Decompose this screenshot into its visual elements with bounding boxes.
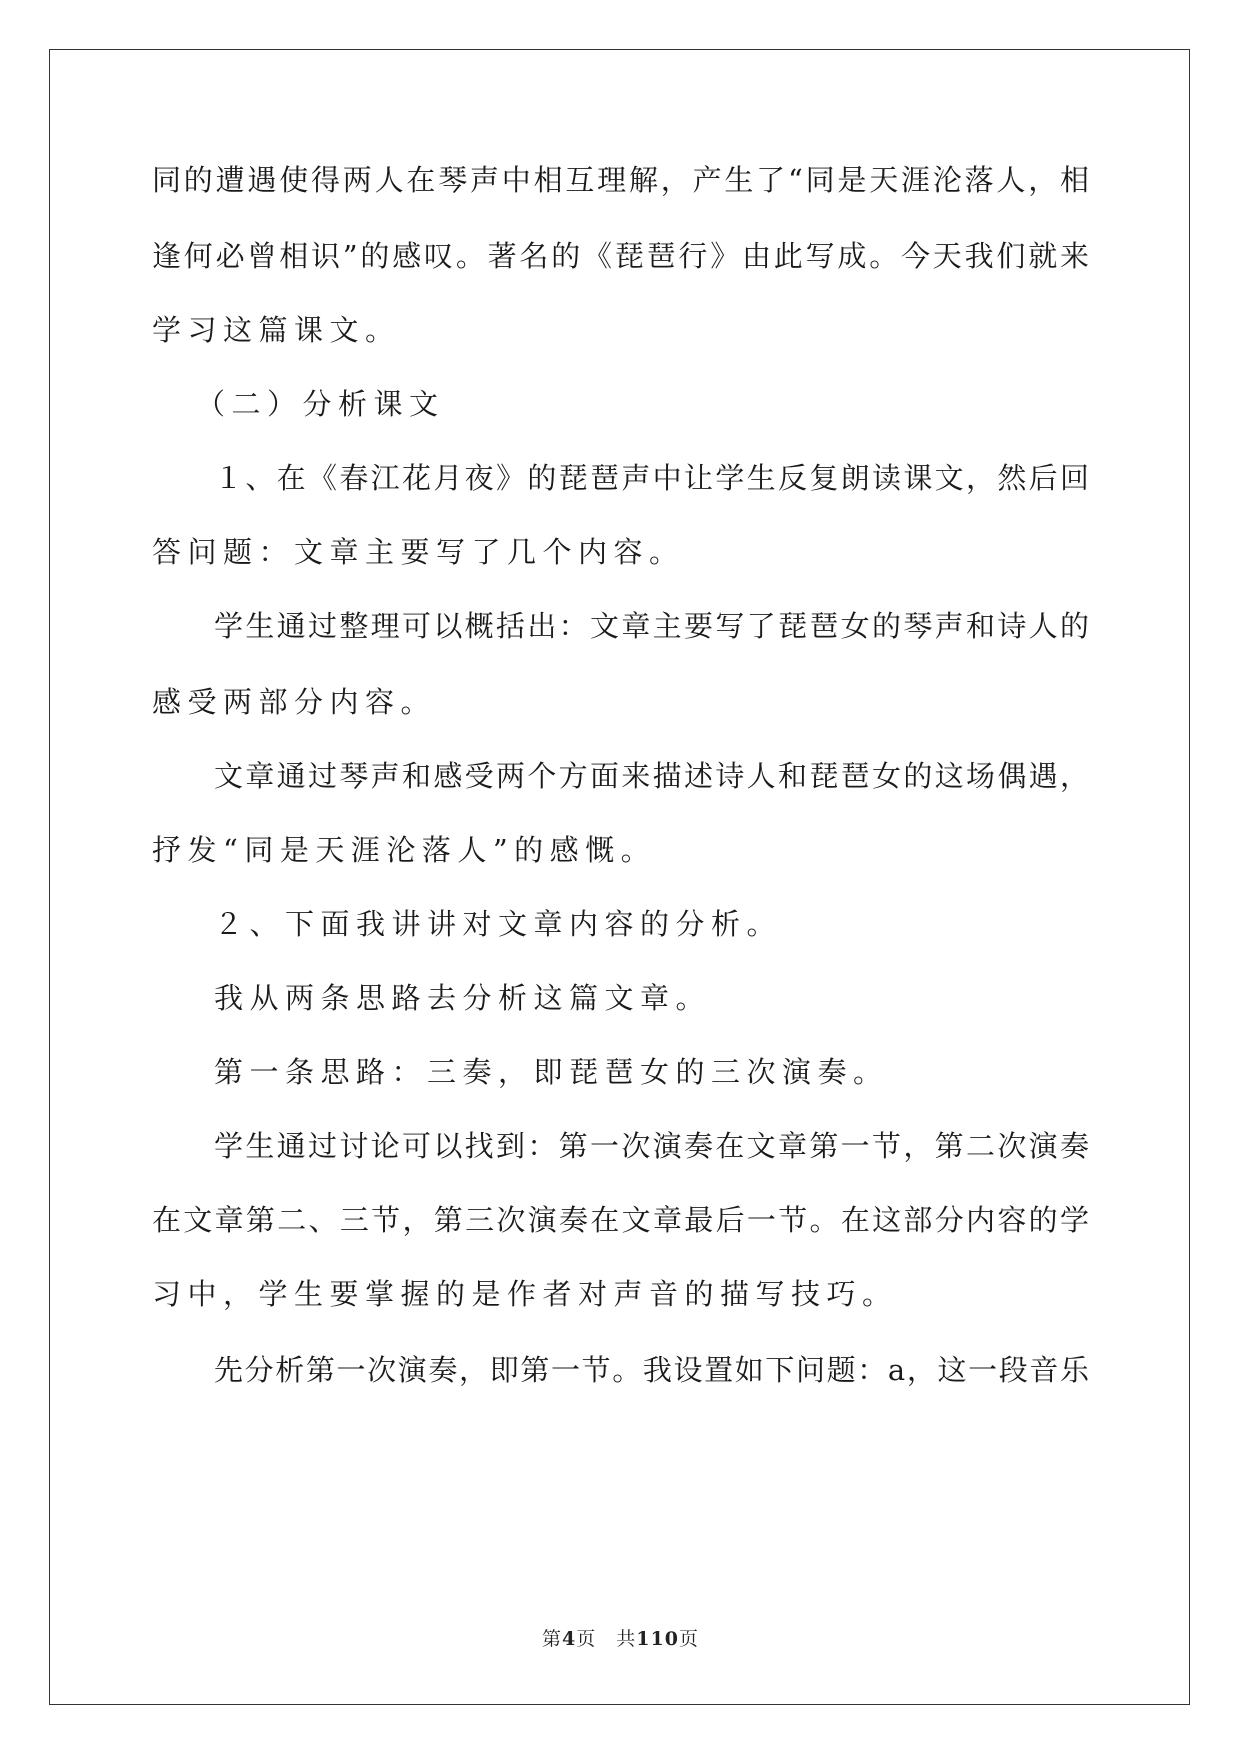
text-line: 学习这篇课文。 xyxy=(152,313,401,347)
section-heading: （二）分析课文 xyxy=(196,387,445,421)
footer-middle: 页 共 xyxy=(576,1628,637,1650)
text-line: 学生通过整理可以概括出：文章主要写了琵琶女的琴声和诗人的 xyxy=(214,609,1089,643)
text-line: 同的遭遇使得两人在琴声中相互理解，产生了“同是天涯沦落人，相 xyxy=(152,163,1089,197)
text-line: 感受两部分内容。 xyxy=(152,685,437,719)
text-line: 我从两条思路去分析这篇文章。 xyxy=(214,981,712,1015)
text-line: １、在《春江花月夜》的琵琶声中让学生反复朗读课文，然后回 xyxy=(214,461,1089,495)
text-line: 文章通过琴声和感受两个方面来描述诗人和琵琶女的这场偶遇， xyxy=(214,759,1089,793)
text-line: 抒发“同是天涯沦落人”的感慨。 xyxy=(152,833,657,867)
total-pages-number: 110 xyxy=(636,1628,679,1650)
text-line: 学生通过讨论可以找到：第一次演奏在文章第一节，第二次演奏 xyxy=(214,1129,1089,1163)
text-line: 逢何必曾相识”的感叹。著名的《琵琶行》由此写成。今天我们就来 xyxy=(152,239,1089,273)
page-footer xyxy=(0,1627,1241,1651)
page-border xyxy=(49,49,1190,1705)
footer-suffix: 页 xyxy=(678,1628,699,1650)
footer-prefix: 第 xyxy=(542,1628,563,1650)
text-line: 习中，学生要掌握的是作者对声音的描写技巧。 xyxy=(152,1277,898,1311)
text-line: 答问题：文章主要写了几个内容。 xyxy=(152,535,685,569)
text-line: 先分析第一次演奏，即第一节。我设置如下问题：a，这一段音乐 xyxy=(214,1353,1089,1387)
text-line: 在文章第二、三节，第三次演奏在文章最后一节。在这部分内容的学 xyxy=(152,1203,1089,1237)
text-line: ２、下面我讲讲对文章内容的分析。 xyxy=(214,907,783,941)
text-line: 第一条思路：三奏，即琵琶女的三次演奏。 xyxy=(214,1055,889,1089)
current-page-number: 4 xyxy=(562,1628,577,1650)
